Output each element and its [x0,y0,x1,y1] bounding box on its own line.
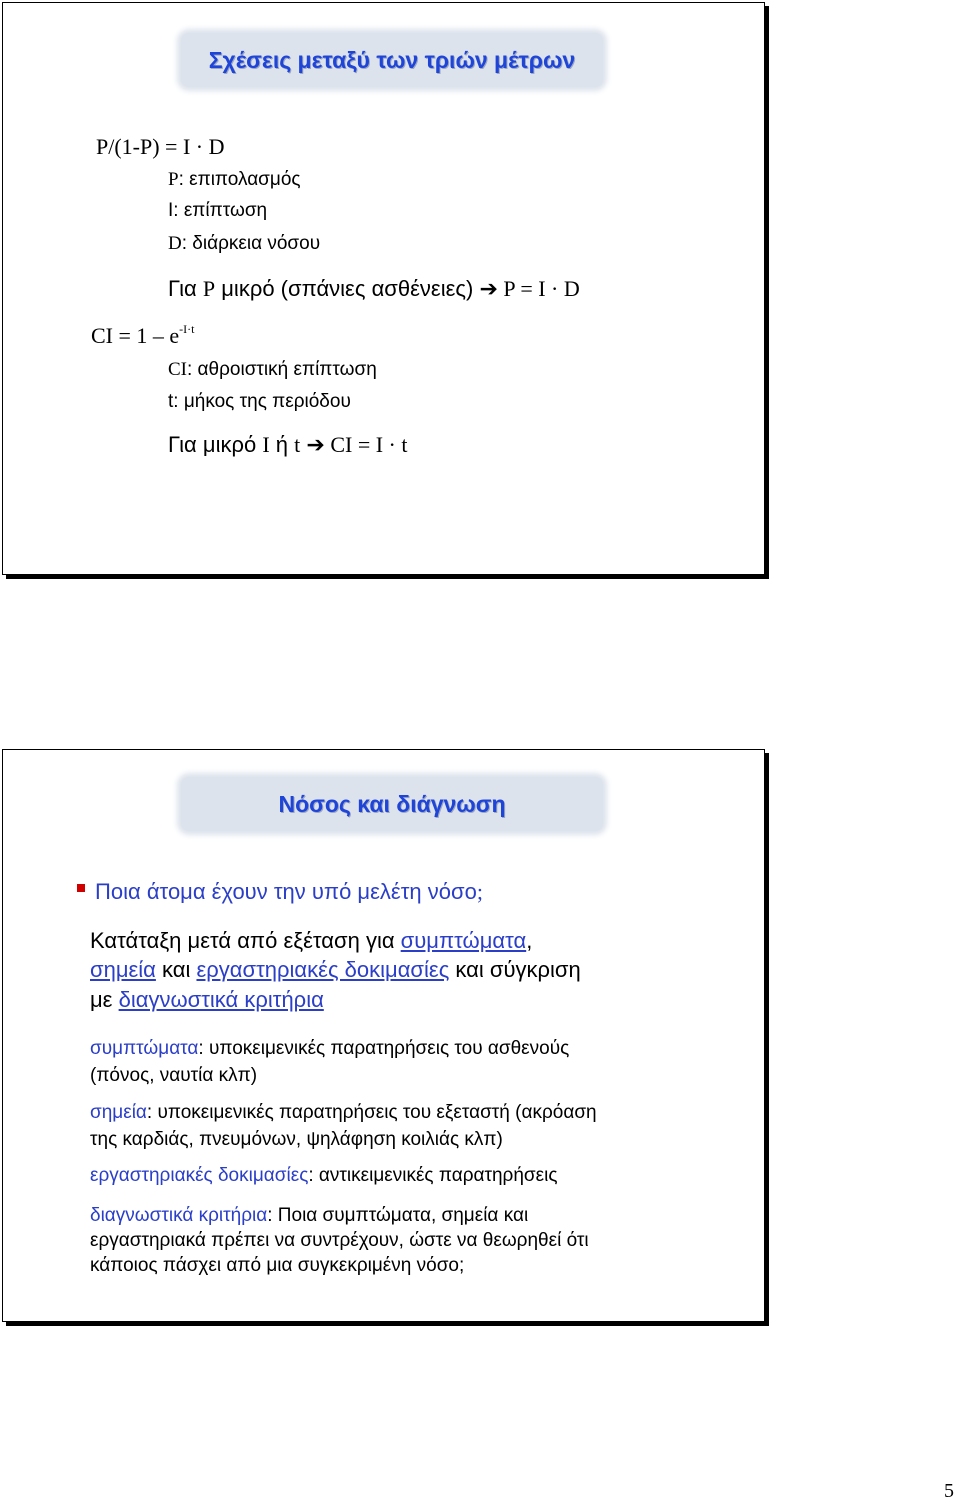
small-p-result: P = I · D [497,276,580,301]
classification-line-2 [90,959,581,981]
small-p-approximation [168,278,580,300]
text: και [155,957,197,982]
square-bullet-icon [77,884,85,892]
question [95,881,483,903]
slide-1 [2,2,765,575]
definition-ci [168,360,377,379]
slide-title-box [181,777,603,831]
signs-definition [90,1103,597,1122]
link-symptoms: συμπτώματα [400,928,527,953]
equation-ci-exponent: -I·t [179,322,195,336]
small-p-prefix: Για [168,276,203,301]
lab-tests-definition [90,1166,558,1185]
definition-i: I: επίπτωση [168,200,268,221]
definition-t: t: μήκος της περιόδου [168,391,351,412]
definition-text: : Ποια συμπτώματα, σημεία και [267,1205,529,1226]
definition-text: : υποκειμενικές παρατηρήσεις του εξεταστή (ακρόαση [146,1102,597,1123]
classification-line-3 [90,989,324,1011]
small-it-middle: ή [269,432,295,457]
term-symptoms: συμπτώματα [90,1038,199,1059]
definition-ci-text: : αθροιστική επίπτωση [187,359,377,380]
small-it-prefix: Για μικρό [168,432,263,457]
small-it-approximation [168,434,407,456]
signs-definition-cont: της καρδιάς, πνευμόνων, ψηλάφηση κοιλιάς κλπ) [90,1129,503,1150]
symptoms-definition-cont: (πόνος, ναυτία κλπ) [90,1065,258,1086]
equation-ci-base: CI = 1 – e [91,323,180,348]
text: και σύγκριση [449,957,581,982]
symbol-ci: CI [168,359,187,380]
symbol-p: P [168,169,179,190]
equation-cumulative-incidence [91,322,195,348]
term-lab-tests: εργαστηριακές δοκιμασίες [90,1165,309,1186]
question-mark: ; [476,879,483,904]
criteria-definition-cont-2: κάποιος πάσχει από μια συγκεκριμένη νόσο; [90,1255,465,1276]
criteria-definition-cont-1: εργαστηριακά πρέπει να συντρέχουν, ώστε να θεωρηθεί ότι [90,1230,589,1251]
definition-text: : αντικειμενικές παρατηρήσεις [308,1165,558,1186]
arrow-icon: ➔ [306,432,325,457]
arrow-icon: ➔ [479,276,498,301]
page-number: 5 [944,1480,954,1502]
classification-line-1 [90,930,532,952]
text: Κατάταξη μετά από εξέταση για [90,928,401,953]
link-diagnostic-criteria: διαγνωστικά κριτήρια [118,987,324,1012]
link-signs: σημεία [90,957,156,982]
term-signs: σημεία [90,1102,147,1123]
definition-p-text: : επιπολασμός [178,169,301,190]
text: , [526,928,533,953]
slide-title: Νόσος και διάγνωση [278,790,506,817]
symptoms-definition [90,1039,569,1058]
small-it-i: I [262,432,270,457]
definition-d-text: : διάρκεια νόσου [181,233,321,254]
definition-p [168,170,301,189]
text: με [90,987,119,1012]
question-text: Ποια άτομα έχουν την υπό μελέτη νόσο [95,879,477,904]
small-it-t: t [294,432,301,457]
link-lab-tests: εργαστηριακές δοκιμασίες [196,957,450,982]
small-it-result: CI = I · t [324,432,408,457]
symbol-d: D [168,233,182,254]
small-p-middle: μικρό (σπάνιες ασθένειες) [215,276,480,301]
slide-2 [2,749,765,1322]
definition-d [168,234,320,253]
slide-title: Σχέσεις μεταξύ των τριών μέτρων [208,46,576,73]
definition-text: : υποκειμενικές παρατηρήσεις του ασθενούς [198,1038,570,1059]
small-p-symbol: P [202,276,216,301]
equation-prevalence: P/(1-P) = I · D [96,134,225,159]
criteria-definition [90,1206,528,1225]
slide-title-box [181,33,603,87]
term-diagnostic-criteria: διαγνωστικά κριτήρια [90,1205,268,1226]
